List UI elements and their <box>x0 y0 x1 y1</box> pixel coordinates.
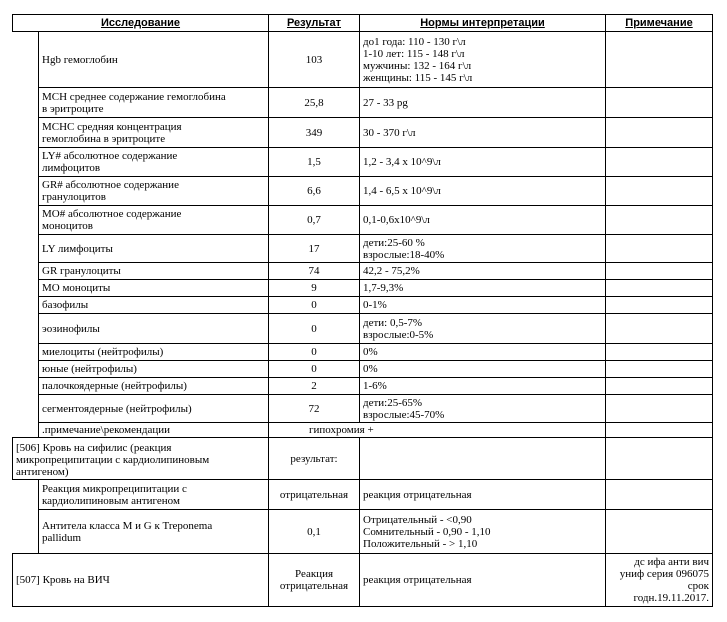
test-norm: 1,2 - 3,4 x 10^9\л <box>360 148 606 177</box>
table-row <box>13 32 713 88</box>
test-note <box>606 344 713 361</box>
test-name: Реакция микропреципитации с кардиолипиновым антигеном <box>39 480 269 510</box>
header-row <box>13 15 713 32</box>
test-note <box>606 297 713 314</box>
test-name: MO моноциты <box>39 280 269 297</box>
test-name: MCH среднее содержание гемоглобина в эритроците <box>39 88 269 118</box>
remark-row <box>13 423 713 438</box>
test-norm: 0% <box>360 344 606 361</box>
test-note <box>606 314 713 344</box>
test-result: 25,8 <box>269 88 360 118</box>
table-row <box>13 206 713 235</box>
test-norm: Отрицательный - <0,90 Сомнительный - 0,90 - 1,10 Положительный - > 1,10 <box>360 510 606 554</box>
table-row <box>13 480 713 510</box>
table-row <box>13 148 713 177</box>
test-result: 0 <box>269 344 360 361</box>
test-name: Hgb гемоглобин <box>39 32 269 88</box>
test-name: юные (нейтрофилы) <box>39 361 269 378</box>
test-result: отрицательная <box>269 480 360 510</box>
table-row <box>13 314 713 344</box>
remark-label: .примечание\рекомендации <box>39 423 269 438</box>
table-row <box>13 118 713 148</box>
test-note <box>606 480 713 510</box>
syphilis-title: [506] Кровь на сифилис (реакция микропреципитации с кардиолипиновым антигеном) <box>13 438 269 480</box>
table-row <box>13 395 713 423</box>
test-note <box>606 378 713 395</box>
lab-results-table <box>12 14 713 607</box>
table-row <box>13 510 713 554</box>
test-note <box>606 148 713 177</box>
table-row <box>13 177 713 206</box>
header-result: Результат <box>269 15 360 32</box>
test-norm: дети:25-60 % взрослые:18-40% <box>360 235 606 263</box>
test-norm: 1-6% <box>360 378 606 395</box>
test-norm: дети: 0,5-7% взрослые:0-5% <box>360 314 606 344</box>
hiv-title: [507] Кровь на ВИЧ <box>13 554 269 607</box>
test-result: 1,5 <box>269 148 360 177</box>
test-name: сегментоядерные (нейтрофилы) <box>39 395 269 423</box>
test-note <box>606 32 713 88</box>
test-result: 6,6 <box>269 177 360 206</box>
test-result: 72 <box>269 395 360 423</box>
hiv-result: Реакция отрицательная <box>269 554 360 607</box>
test-name: базофилы <box>39 297 269 314</box>
remark-value: гипохромия + <box>269 423 606 438</box>
test-note <box>606 361 713 378</box>
test-norm: дети:25-65% взрослые:45-70% <box>360 395 606 423</box>
syphilis-header-row <box>13 438 713 480</box>
test-result: 0 <box>269 361 360 378</box>
test-note <box>606 235 713 263</box>
test-result: 74 <box>269 263 360 280</box>
test-result: 0 <box>269 314 360 344</box>
table-row <box>13 344 713 361</box>
test-norm: 1,4 - 6,5 x 10^9\л <box>360 177 606 206</box>
table-row <box>13 361 713 378</box>
test-note <box>606 510 713 554</box>
test-result: 349 <box>269 118 360 148</box>
test-result: 2 <box>269 378 360 395</box>
hiv-note: дс ифа анти вич униф серия 096075 срок годн.19.11.2017. <box>606 554 713 607</box>
test-result: 0 <box>269 297 360 314</box>
table-row <box>13 88 713 118</box>
test-name: LY лимфоциты <box>39 235 269 263</box>
test-name: LY# абсолютное содержание лимфоцитов <box>39 148 269 177</box>
test-note <box>606 88 713 118</box>
test-name: Антитела класса M и G к Treponema pallidum <box>39 510 269 554</box>
test-result: 103 <box>269 32 360 88</box>
test-name: GR# абсолютное содержание гранулоцитов <box>39 177 269 206</box>
test-note <box>606 118 713 148</box>
test-norm: 30 - 370 г\л <box>360 118 606 148</box>
table-row <box>13 263 713 280</box>
hiv-row <box>13 554 713 607</box>
test-note <box>606 177 713 206</box>
syphilis-result-label: результат: <box>269 438 360 480</box>
test-name: MO# абсолютное содержание моноцитов <box>39 206 269 235</box>
test-norm: 0% <box>360 361 606 378</box>
table-row <box>13 280 713 297</box>
test-result: 9 <box>269 280 360 297</box>
test-name: миелоциты (нейтрофилы) <box>39 344 269 361</box>
test-name: палочкоядерные (нейтрофилы) <box>39 378 269 395</box>
test-norm: 0-1% <box>360 297 606 314</box>
remark-note <box>606 423 713 438</box>
test-note <box>606 206 713 235</box>
test-norm: до1 года: 110 - 130 г\л 1-10 лет: 115 - 148 г\л мужчины: 132 - 164 г\л женщины: 115 - 145 г\л <box>360 32 606 88</box>
test-note <box>606 263 713 280</box>
test-note <box>606 280 713 297</box>
header-norms: Нормы интерпретации <box>360 15 606 32</box>
test-result: 0,7 <box>269 206 360 235</box>
test-note <box>606 395 713 423</box>
test-result: 0,1 <box>269 510 360 554</box>
test-result: 17 <box>269 235 360 263</box>
test-norm: 42,2 - 75,2% <box>360 263 606 280</box>
hiv-norm: реакция отрицательная <box>360 554 606 607</box>
test-norm: реакция отрицательная <box>360 480 606 510</box>
header-note: Примечание <box>606 15 713 32</box>
table-row <box>13 297 713 314</box>
table-row <box>13 235 713 263</box>
test-norm: 27 - 33 pg <box>360 88 606 118</box>
test-name: эозинофилы <box>39 314 269 344</box>
header-study: Исследование <box>13 15 269 32</box>
test-name: MCHC средняя концентрация гемоглобина в эритроците <box>39 118 269 148</box>
test-norm: 0,1-0,6x10^9\л <box>360 206 606 235</box>
test-norm: 1,7-9,3% <box>360 280 606 297</box>
test-name: GR гранулоциты <box>39 263 269 280</box>
table-row <box>13 378 713 395</box>
